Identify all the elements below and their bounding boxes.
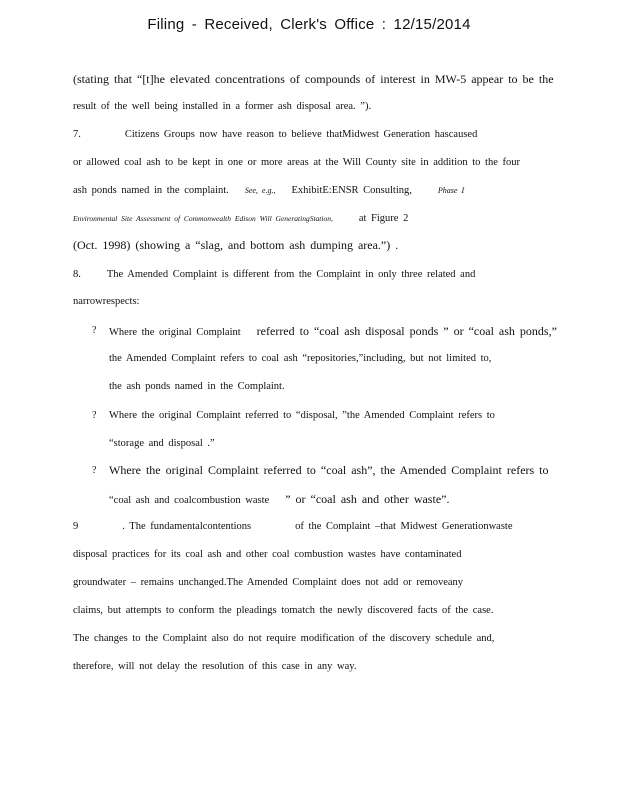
bullet-marker: ? — [92, 325, 97, 336]
exhibit-reference: ExhibitE:ENSR Consulting, — [291, 185, 412, 196]
bullet-1-line — [109, 324, 557, 340]
citation-signal: See, e.g., — [244, 186, 276, 195]
bullet-marker: ? — [92, 465, 97, 476]
body-line — [73, 184, 464, 198]
bullet-2-line: Where the original Complaint referred to “disposal, ”the Amended Complaint refers to — [109, 410, 495, 421]
body-line — [73, 212, 408, 226]
paragraph-text: . The fundamentalcontentions — [122, 521, 252, 532]
paragraph-number: 9 — [73, 521, 79, 532]
body-line: disposal practices for its coal ash and other coal combustion wastes have contaminated — [73, 549, 462, 560]
paragraph-number: 8. — [73, 269, 81, 280]
filing-stamp-header: Filing - Received, Clerk's Office : 12/15/2014 — [147, 16, 471, 33]
paragraph-text: Citizens Groups now have reason to believe thatMidwest Generation hascaused — [124, 129, 478, 140]
bullet-marker: ? — [92, 410, 97, 421]
bullet-text: Where the original Complaint — [109, 327, 241, 338]
body-line: narrowrespects: — [73, 296, 140, 307]
exhibit-title: Environmental Site Assessment of Commonwealth Edison Will GeneratingStation, — [73, 214, 333, 223]
bullet-2-line: “storage and disposal .” — [109, 438, 215, 449]
figure-reference: at Figure 2 — [358, 213, 409, 224]
body-line: therefore, will not delay the resolution of this case in any way. — [73, 661, 357, 672]
bullet-1-line: the Amended Complaint refers to coal ash “repositories,”including, but not limited to, — [109, 353, 492, 364]
paragraph-number: 7. — [73, 129, 81, 140]
paragraph-text: of the Complaint –that Midwest Generationwaste — [295, 521, 513, 532]
body-text: ash ponds named in the complaint. — [73, 185, 229, 196]
body-line: or allowed coal ash to be kept in one or more areas at the Will County site in addition to the four — [73, 157, 520, 168]
paragraph-7-first-line — [73, 128, 477, 142]
body-line: groundwater – remains unchanged.The Amended Complaint does not add or removeany — [73, 577, 464, 588]
bullet-3-line: Where the original Complaint referred to “coal ash”, the Amended Complaint refers to — [109, 463, 549, 477]
body-line: The changes to the Complaint also do not require modification of the discovery schedule and, — [73, 633, 495, 644]
bullet-1-line: the ash ponds named in the Complaint. — [109, 381, 285, 392]
body-line: result of the well being installed in a former ash disposal area. ”). — [73, 101, 372, 112]
exhibit-title: Phase I — [437, 186, 465, 195]
paragraph-9-first-line — [73, 520, 513, 534]
bullet-3-line — [109, 492, 449, 508]
paragraph-8-first-line — [73, 268, 475, 282]
paragraph-text: The Amended Complaint is different from the Complaint in only three related and — [106, 269, 476, 280]
bullet-text: ” or “coal ash and other waste”. — [285, 492, 450, 506]
body-line: (stating that “[t]he elevated concentrations of compounds of interest in MW-5 appear to be the — [73, 72, 554, 86]
bullet-text: “coal ash and coalcombustion waste — [109, 495, 270, 506]
bullet-text: referred to “coal ash disposal ponds ” or “coal ash ponds,” — [256, 324, 557, 338]
body-line: claims, but attempts to conform the pleadings tomatch the newly discovered facts of the case. — [73, 605, 494, 616]
body-line: (Oct. 1998) (showing a “slag, and bottom ash dumping area.”) . — [73, 238, 399, 252]
